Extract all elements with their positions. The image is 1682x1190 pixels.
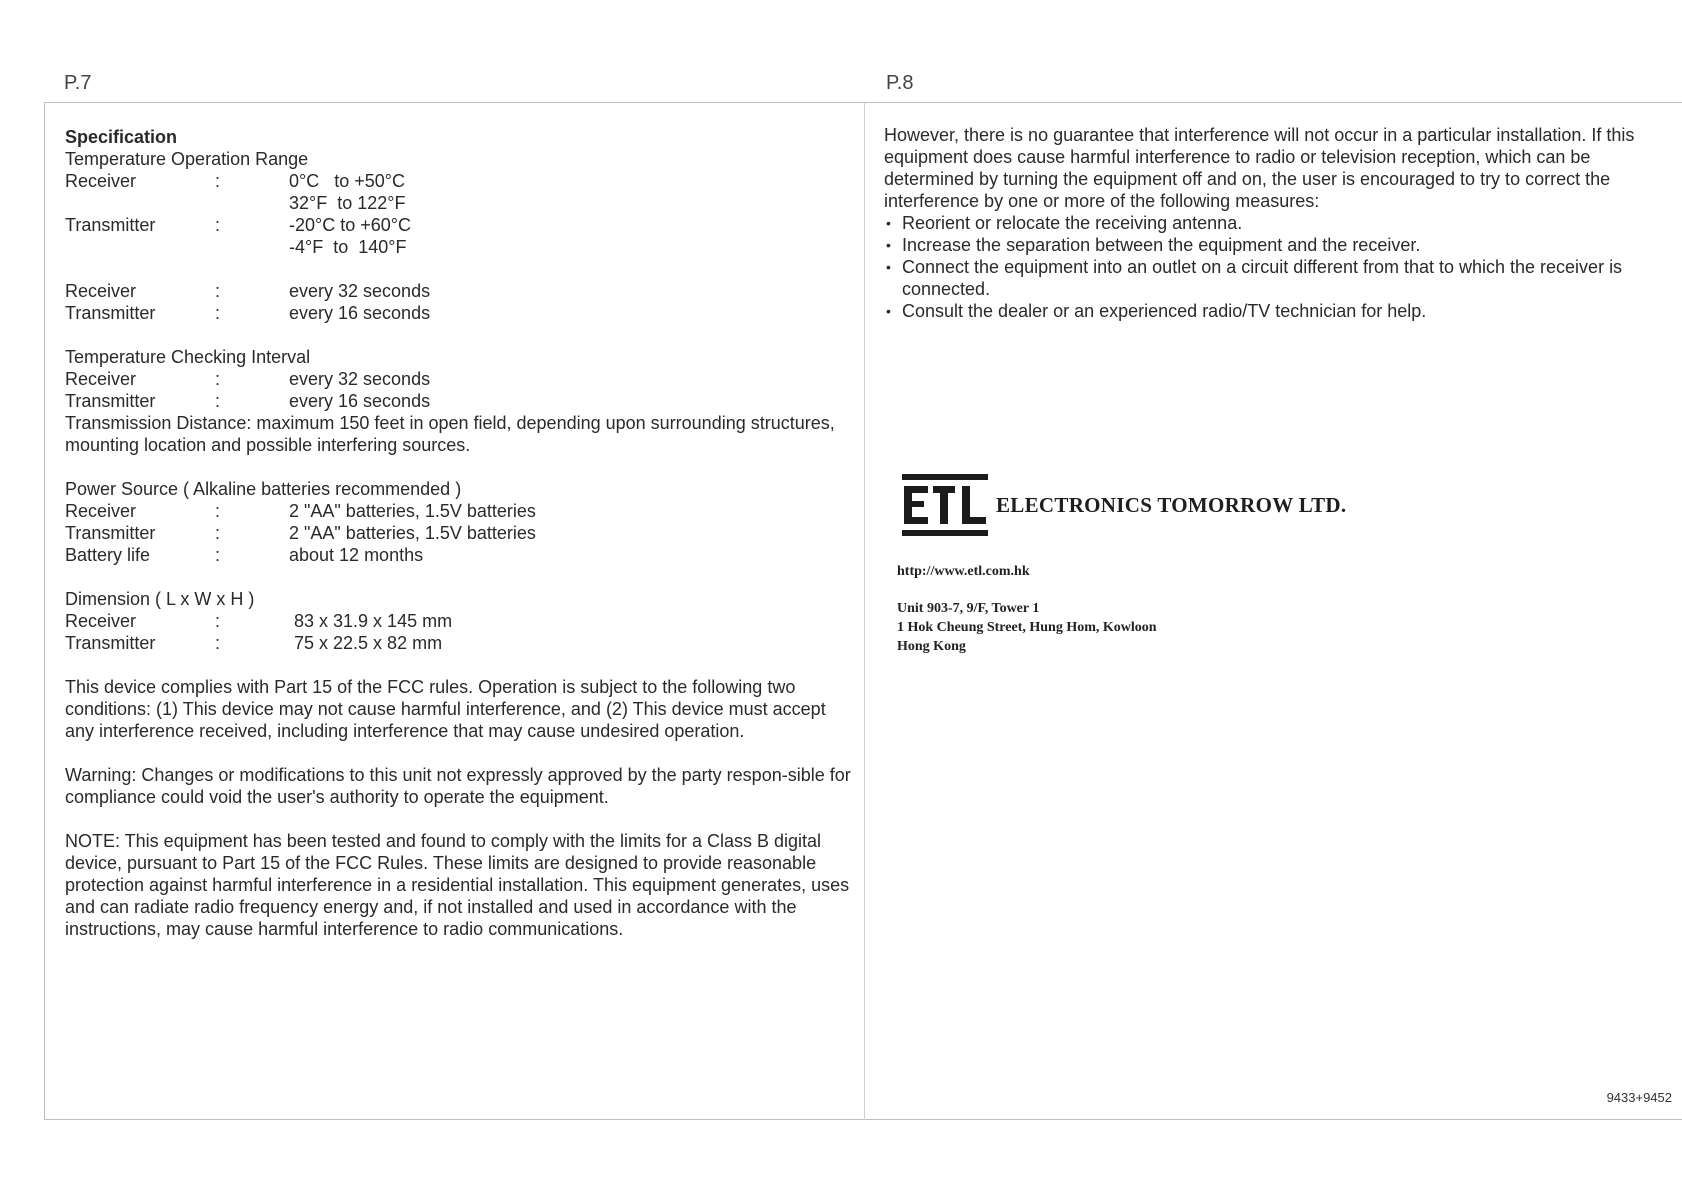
list-item: • Connect the equipment into an outlet on a circuit different from that to which the receiver is connected. (884, 256, 1664, 300)
row-value: 0°C to +50°C (289, 171, 405, 191)
power-receiver-row (65, 500, 855, 522)
row-value: about 12 months (289, 545, 424, 565)
spec-title: Specification (65, 127, 178, 147)
row-value: 83 x 31.9 x 145 mm (294, 611, 453, 631)
warning-statement: Warning: Changes or modifications to this unit not expressly approved by the party respon-sible for compliance could void the user's authority to operate the equipment. (65, 765, 851, 807)
temp-range-transmitter-f-row (65, 236, 855, 258)
row-colon: : (215, 215, 221, 235)
row-label: Receiver (65, 501, 137, 521)
row-value: 2 "AA" batteries, 1.5V batteries (289, 523, 536, 543)
row-label: Receiver (65, 611, 137, 631)
address-line-1: Unit 903-7, 9/F, Tower 1 (897, 601, 1040, 616)
row-label: Transmitter (65, 215, 156, 235)
row-value: -4°F to 140°F (289, 237, 407, 257)
row-colon: : (215, 545, 221, 565)
etl-logo-icon (902, 474, 988, 536)
temp-range-receiver-row (65, 170, 855, 192)
interference-column (884, 124, 1664, 322)
temp-check-transmitter-row (65, 390, 855, 412)
row-colon: : (215, 501, 221, 521)
temp-range-receiver-f-row (65, 192, 855, 214)
company-logo-block (902, 474, 1346, 536)
temp-check-receiver-row (65, 368, 855, 390)
row-value: 75 x 22.5 x 82 mm (294, 633, 443, 653)
document-code: 9433+9452 (1606, 1090, 1672, 1105)
row-colon: : (215, 391, 221, 411)
row-colon: : (215, 523, 221, 543)
page-number-left: P.7 (64, 72, 92, 94)
row-label: Receiver (65, 369, 137, 389)
temp-range-heading: Temperature Operation Range (65, 149, 309, 169)
row-label: Receiver (65, 281, 137, 301)
dimension-receiver-row (65, 610, 855, 632)
address-line-3: Hong Kong (897, 639, 966, 654)
row-colon: : (215, 303, 221, 323)
row-value: every 16 seconds (289, 391, 431, 411)
row-value: 32°F to 122°F (289, 193, 406, 213)
dimension-heading: Dimension ( L x W x H ) (65, 589, 255, 609)
row-colon: : (215, 611, 221, 631)
list-item: • Reorient or relocate the receiving antenna. (884, 212, 1664, 234)
row-colon: : (215, 633, 221, 653)
company-contact (897, 562, 1157, 656)
row-label: Transmitter (65, 391, 156, 411)
row-colon: : (215, 369, 221, 389)
row-colon: : (215, 281, 221, 301)
fcc-statement: This device complies with Part 15 of the FCC rules. Operation is subject to the following two conditions: (1) This device may not cause harmful interference, and (2) This device must accept any interference received, including interference that may cause undesired operation. (65, 677, 826, 741)
row-colon: : (215, 171, 221, 191)
temp-range-transmitter-row (65, 214, 855, 236)
dimension-transmitter-row (65, 632, 855, 654)
temp-check-heading: Temperature Checking Interval (65, 347, 311, 367)
page-number-right: P.8 (886, 72, 914, 94)
row-label: Receiver (65, 171, 137, 191)
power-heading: Power Source ( Alkaline batteries recommended ) (65, 479, 462, 499)
specification-column (65, 126, 855, 962)
list-item: • Consult the dealer or an experienced radio/TV technician for help. (884, 300, 1664, 322)
row-value: 2 "AA" batteries, 1.5V batteries (289, 501, 536, 521)
company-url[interactable]: http://www.etl.com.hk (897, 564, 1030, 579)
row-label: Transmitter (65, 633, 156, 653)
note-statement: NOTE: This equipment has been tested and found to comply with the limits for a Class B digital device, pursuant to Part 15 of the FCC Rules. These limits are designed to provide reasonable protection against harmful interference in a residential installation. This equipment generates, uses and can radiate radio frequency energy and, if not installed and used in accordance with the instructions, may cause harmful interference to radio communications. (65, 831, 850, 939)
page-divider (864, 102, 865, 1120)
list-item: • Increase the separation between the equipment and the receiver. (884, 234, 1664, 256)
power-transmitter-row (65, 522, 855, 544)
address-line-2: 1 Hok Cheung Street, Hung Hom, Kowloon (897, 620, 1157, 635)
row-label: Battery life (65, 545, 151, 565)
interference-intro: However, there is no guarantee that interference will not occur in a particular installation. If this equipment does cause harmful interference to radio or television reception, which can be determined by turning the equipment off and on, the user is encouraged to try to correct the interference by one or more of the following measures: (884, 125, 1635, 211)
row-value: -20°C to +60°C (289, 215, 411, 235)
transmission-distance: Transmission Distance: maximum 150 feet in open field, depending upon surrounding structures, mounting location and possible interfering sources. (65, 413, 835, 455)
company-name: ELECTRONICS TOMORROW LTD. (996, 492, 1347, 517)
measures-list (884, 212, 1664, 322)
interval-receiver-row (65, 280, 855, 302)
battery-life-row (65, 544, 855, 566)
row-value: every 32 seconds (289, 369, 431, 389)
interval-transmitter-row (65, 302, 855, 324)
row-value: every 32 seconds (289, 281, 431, 301)
row-label: Transmitter (65, 523, 156, 543)
row-value: every 16 seconds (289, 303, 431, 323)
row-label: Transmitter (65, 303, 156, 323)
